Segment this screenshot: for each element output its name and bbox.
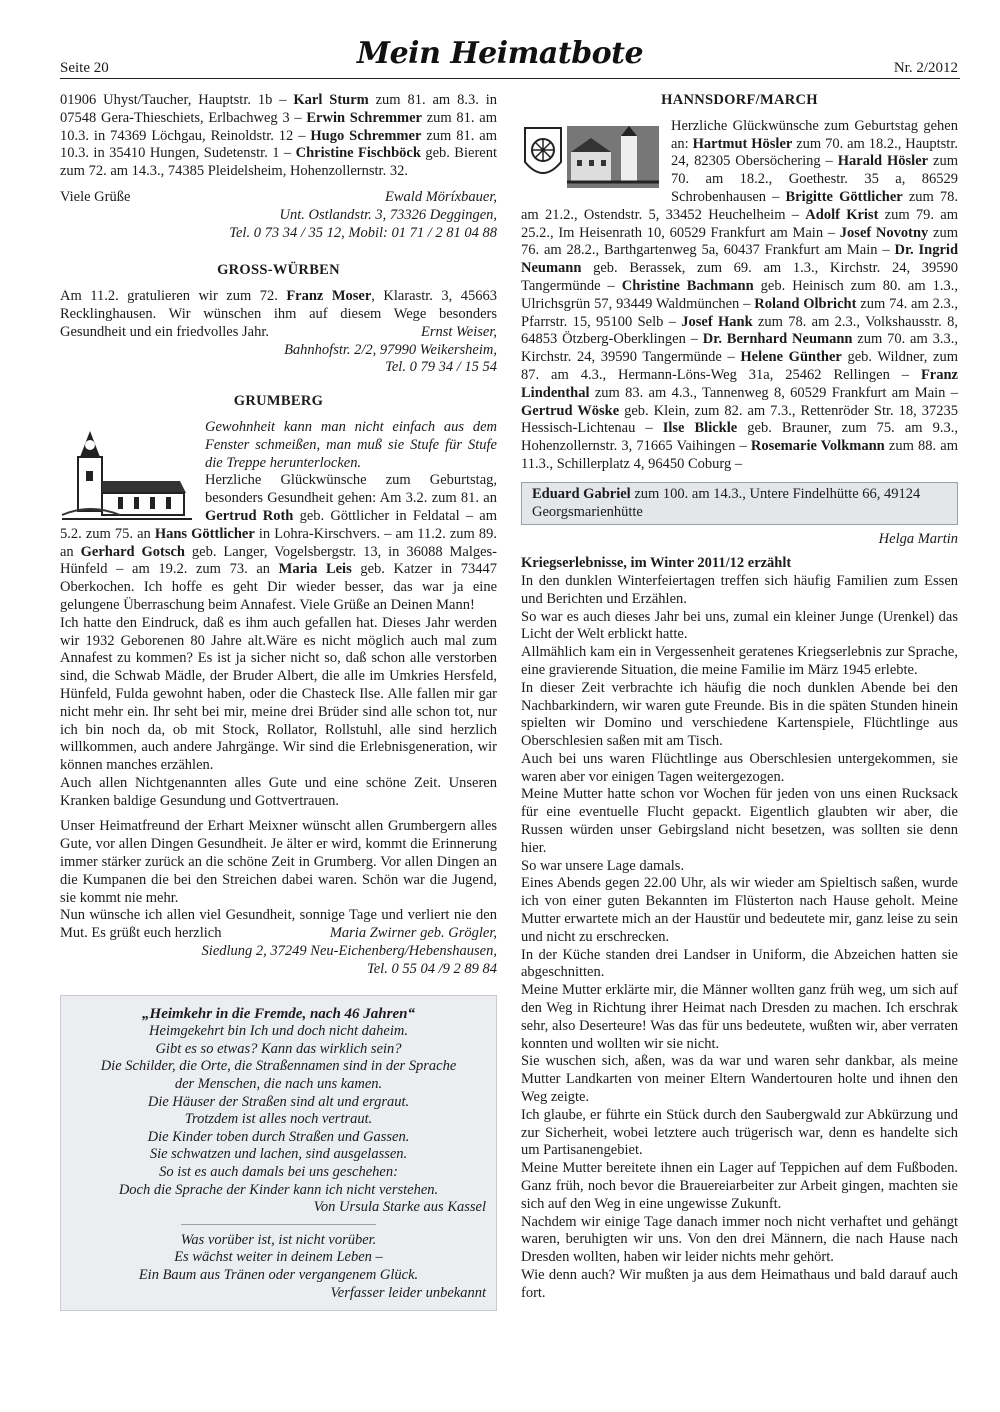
- article-paragraph: In der Küche standen drei Landser in Uniform, die Abzeichen hatten sie abgeschnitten.: [521, 946, 958, 981]
- poem-line: Die Kinder toben durch Straßen und Gassen.: [147, 1128, 410, 1145]
- grumberg-paragraph: Nun wünsche ich allen viel Gesundheit, sonnige Tage und verliert nie den Mut. Es grüßt euch herzlich Maria Zwirner geb. Grögler,: [60, 907, 497, 942]
- left-column: [60, 92, 497, 1311]
- article-paragraph: Eines Abends gegen 22.00 Uhr, als wir wieder am Spieltisch saßen, wurde ich von einer guten Bekannten im Flüsterton nach Hause geholt. Meine Mutter erwartete mich an der Haustür und bedeutete mir, ganz leise zu sein und nicht zu erschrecken.: [521, 875, 958, 945]
- poem-line: Heimgekehrt bin Ich und doch nicht daheim.: [149, 1023, 408, 1040]
- poem-line: Doch die Sprache der Kinder kann ich nicht verstehen.: [118, 1181, 439, 1198]
- poem-line: Es wächst weiter in deinem Leben –: [174, 1249, 383, 1266]
- grumberg-quote: Gewohnheit kann man nicht einfach aus dem Fenster schmeißen, man muß sie Stufe für Stufe die Treppe herunterlocken.: [205, 418, 497, 471]
- signature-martin: Helga Martin: [878, 531, 958, 548]
- grumberg-greetings: Herzliche Glückwünsche zum Geburtstag, besonders Gesundheit gehen: Am 3.2. zum 81. an Gertrud Roth geb. Göttlicher in Feldatal – am 5.2. zum 75. an Hans Göttlicher in Lohra-Kirschvers. – am 11.2. zum 89. an Gerhard Gotsch geb. Langer, Vogelsbergstr. 13, in 36088 Malges-Hünfeld – am 19.2. zum 73. an Maria Leis geb. Katzer in 73447 Oberkochen. Ich hoffe es geht Dir wieder besser, das war ja eine gelungene Überraschung beim Annafest. Viele Grüße an Deinen Mann!: [60, 472, 498, 613]
- poem-line: So ist es auch damals bei uns geschehen:: [159, 1164, 398, 1180]
- article-paragraph: Auch bei uns waren Flüchtlinge aus Oberschlesien untergekommen, sie waren aber vor einigen Tagen weitergezogen.: [521, 750, 958, 785]
- article-paragraph: Allmählich kam ein in Vergessenheit geratenes Kriegserlebnis zur Sprache, eine gravierende Situation, die meine Familie im März 1945 erlebte.: [521, 644, 958, 678]
- signature-phone: Tel. 0 79 34 / 15 54: [385, 359, 497, 376]
- section-title-grumberg: GRUMBERG: [233, 393, 324, 410]
- poem-line: Die Schilder, die Orte, die Straßennamen sind in der Sprache: [100, 1058, 457, 1075]
- signature-address: Unt. Ostlandstr. 3, 73326 Deggingen,: [279, 206, 497, 223]
- header-rule: [60, 78, 960, 79]
- grumberg-paragraph: Auch allen Nichtgenannten alles Gute und eine schöne Zeit. Unseren Kranken baldige Gesundung und Gottvertrauen.: [60, 774, 497, 809]
- article-paragraph: Nachdem wir einige Tage danach immer noch nicht verhaftet und gehängt waren, beruhigten wir uns. Von den drei Männern, die nach Hause nach Dresden wollten, haben wir leider nichts mehr gehört.: [521, 1213, 958, 1266]
- signature-phone: Tel. 0 55 04 /9 2 89 84: [367, 960, 497, 977]
- poem-line: Ein Baum aus Tränen oder vergangenem Glück.: [138, 1266, 419, 1283]
- church-illustration: [60, 423, 195, 523]
- article-title-kriegserlebnisse: Kriegserlebnisse, im Winter 2011/12 erzählt: [521, 555, 792, 572]
- signature-moerixbauer: Viele Grüße Ewald Möríxbauer,: [60, 188, 497, 205]
- article-paragraph: In den dunklen Winterfeiertagen treffen sich häufig Familien zum Essen und Berichten und Erzählen.: [521, 572, 958, 607]
- article-paragraph: Meine Mutter bereitete ihnen ein Lager auf Teppichen auf dem Fußboden. Ganz früh, noch bevor die Brauereiarbeiter zur Arbeit gingen, machten sie sich auf den Weg in eine ungewisse Zukunft.: [521, 1160, 958, 1212]
- poem-author: Von Ursula Starke aus Kassel: [313, 1199, 486, 1216]
- poem-line: Trotzdem ist alles noch vertraut.: [184, 1111, 373, 1128]
- article-paragraph: Meine Mutter erklärte mir, die Männer wollten ganz früh weg, um sich auf den Weg in Richtung ihrer Heimat nach Dresden zu machen. Ich erschrak sehr, also Deserteure! Was das für uns bedeutete, wußten wir, aber verraten konnten und wollten wir sie nicht.: [521, 982, 958, 1052]
- article-paragraph: Wie denn auch? Wir mußten ja aus dem Heimathaus und bald darauf auch fort.: [521, 1267, 958, 1301]
- article-paragraph: Sie wuschen sich, aßen, was da war und waren sehr dankbar, als meine Mutter Landkarten von meiner Eltern Wandertouren holte und ihnen den Weg zeigte.: [521, 1053, 958, 1106]
- poem-box: [60, 995, 497, 1312]
- grumberg-paragraph: Unser Heimatfreund der Erhart Meixner wünscht allen Grumbergern alles Gute, vor allen Dingen Gesundheit. Je älter er wird, kommt die Erinnerung immer stärker zurück an die schöne Zeit in Grumberg. Vor allen Dingen an die Kumpanen die bei den Streichen dabei waren. Schön war die Jugend, sie kommt nie mehr.: [60, 818, 497, 906]
- poem-title: „Heimkehr in die Fremde, nach 46 Jahren“: [142, 1005, 415, 1022]
- gross-wuerben-text: Am 11.2. gratulieren wir zum 72. Franz Moser, Klarastr. 3, 45663 Recklinghausen. Wir wünschen ihm auf diesem Wege besonders Gesundheit und ein friedvolles Jahr.: [60, 288, 498, 340]
- masthead-logo: Mein Heimatbote: [356, 36, 644, 71]
- poem-divider: [181, 1224, 376, 1225]
- article-paragraph: So war es auch dieses Jahr bei uns, zumal ein kleiner Junge (Urenkel) das Licht der Welt erblickt hatte.: [521, 608, 958, 643]
- greeting: Viele Grüße: [60, 188, 131, 205]
- poem-line: Was vorüber ist, ist nicht vorüber.: [180, 1231, 377, 1248]
- signature-address: Bahnhofstr. 2/2, 97990 Weikersheim,: [284, 341, 497, 358]
- issue-number: Nr. 2/2012: [893, 60, 958, 76]
- article-paragraph: In dieser Zeit verbrachte ich häufig die noch dunklen Abende bei den Nachbarkindern, wir waren gute Freunde. Bis in die späten Stunden hinein spielten wir Domino und verschiedene Kartenspiele, Flüchtlinge aus Oberschlesien saßen mit am Tisch.: [521, 679, 958, 750]
- hannsdorf-illustration: [521, 122, 661, 192]
- right-column: [521, 92, 958, 1303]
- poem-line: der Menschen, die nach uns kamen.: [174, 1076, 383, 1093]
- section-title-hannsdorf: HANNSDORF/MARCH: [661, 92, 818, 108]
- hannsdorf-greetings: Herzliche Glückwünsche zum Geburtstag gehen an: Hartmut Hösler zum 70. am 18.2., Hauptstr. 24, 82305 Obersöchering – Harald Hösler zum 70. am 18.2., Goethestr. 35 a, 86529 Schrobenhausen – Brigitte Göttlicher zum 78. am 21.2., Ostendstr. 5, 33452 Heuchelheim – Adolf Krist zum 79. am 25.2., Im Heisenrath 10, 60529 Frankfurt am Main – Josef Novotny zum 76. am 28.2., Barthgartenweg 5a, 60437 Frankfurt am Main – Dr. Ingrid Neumann geb. Berassek, zum 69. am 1.3., Kirchstr. 24, 39590 Tangermünde – Christine Bachmann geb. Heinisch zum 80. am 1.3., Ulrichsgrün 57, 93449 Waldmünchen – Roland Olbricht zum 74. am 2.3., Pfarrstr. 15, 95100 Selb – Josef Hank zum 78. am 2.3., Volkshausstr. 8, 64853 Ötzberg-Oberklingen – Dr. Bernhard Neumann zum 70. am 3.3., Kirchstr. 24, 39590 Tangermünde – Helene Günther geb. Wildner, zum 87. am 4.3., Hermann-Löns-Weg 31a, 25462 Rellingen – Franz Lindenthal zum 83. am 4.3., Tannenweg 8, 60529 Frankfurt am Main – Gertrud Wöske geb. Klein, zum 82. am 7.3., Rettenröder Str. 18, 37235 Hessisch-Lichtenau – Ilse Blickle geb. Brauner, zum 75. am 9.3., Hohenzollernstr. 3, 71665 Vaihingen – Rosemarie Volkmann zum 88. am 11.3., Schillerplatz 4, 96450 Coburg –: [521, 117, 959, 472]
- signature-weiser: Ernst Weiser,: [421, 323, 497, 340]
- signature-zwirner: Siedlung 2, 37249 Neu-Eichenberg/Hebenshausen,: [201, 943, 497, 960]
- article-paragraph: Meine Mutter hatte schon vor Wochen für jeden von uns einen Rucksack für eine eventuelle Flucht gepackt. Eigentlich glaubten wir aber, die Russen würden unser Gebirgsland nicht besetzen, was sollten sie denn hier.: [521, 786, 958, 856]
- grumberg-paragraph: Ich hatte den Eindruck, daß es ihm auch gefallen hat. Dieses Jahr werden wir 1932 Geborenen 80 Jahre alt.Wäre es nicht möglich auch mal zum Annafest zu kommen? Es ist ja sicher nicht so, daß schon alle verstorben sind, die Schwab Mädle, der Bruder Albert, die alle im Umkries Hersfeld, Hünfeld, Fulda gewohnt haben, oder die Chasteck Ilse. Alle fallen mir gar nicht mehr ein. Ihr seht bei mir, meine drei Brüder sind alle schon tot, nur ich bin noch da, ob mit Stock, Rollator, Rollstuhl, alle sind herzlich willkommen, auch andere Jahrgänge. Wir sind die Erlebnisgeneration, wir können manches erzählen.: [60, 614, 497, 774]
- highlight-box-gabriel: Eduard Gabriel zum 100. am 14.3., Untere Findelhütte 66, 49124 Georgsmarienhütte: [521, 482, 958, 526]
- section-title-gross-wuerben: GROSS-WÜRBEN: [217, 262, 340, 279]
- article-paragraph: Ich glaube, er führte ein Stück durch den Saubergwald zur Abkürzung und zur Sicherheit, wobei letztere auch trügerisch war, denn es handelte sich um Partisanengebiet.: [521, 1106, 958, 1159]
- intro-paragraph: 01906 Uhyst/Taucher, Hauptstr. 1b – Karl Sturm zum 81. am 8.3. in 07548 Gera-Thieschiets, Erlbachweg 3 – Erwin Schremmer zum 81. am 10.3. in 74369 Löchgau, Reinoldstr. 12 – Hugo Schremmer zum 81. am 10.3. in 35410 Hungen, Sudetenstr. 1 – Christine Fischböck geb. Bierent zum 72. am 14.3., 74385 Pleidelsheim, Hohenzollernstr. 32.: [60, 92, 498, 180]
- poem-author: Verfasser leider unbekannt: [330, 1284, 486, 1301]
- poem-line: Gibt es so etwas? Kann das wirklich sein?: [155, 1040, 402, 1057]
- poem-line: Die Häuser der Straßen sind alt und ergraut.: [147, 1093, 410, 1110]
- page-number: Seite 20: [60, 60, 109, 76]
- poem-line: Sie schwatzen und lachen, sind ausgelassen.: [149, 1146, 408, 1163]
- article-paragraph: So war unsere Lage damals.: [521, 857, 685, 874]
- signature-phone: Tel. 0 73 34 / 35 12, Mobil: 01 71 / 2 81 04 88: [229, 224, 497, 241]
